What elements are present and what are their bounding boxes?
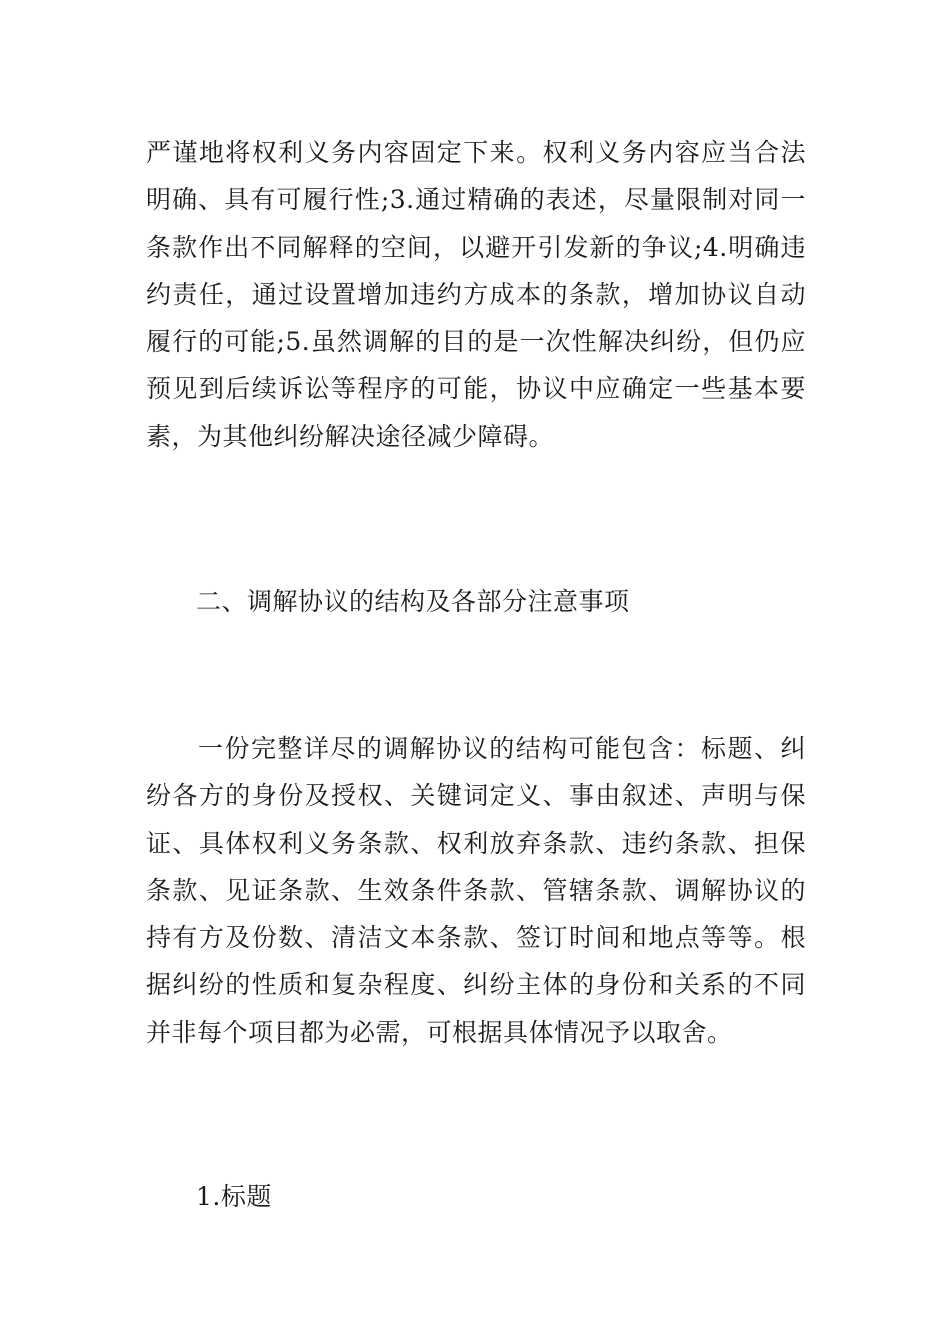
section-heading: 二、调解协议的结构及各部分注意事项 xyxy=(196,587,630,616)
section-paragraph: 一份完整详尽的调解协议的结构可能包含：标题、纠纷各方的身份及授权、关键词定义、事由叙述、声明与保证、具体权利义务条款、权利放弃条款、违约条款、担保条款、见证条款、生效条件条款、管辖条款、调解协议的持有方及份数、清洁文本条款、签订时间和地点等等。根据纠纷的性质和复杂程度、纠纷主体的身份和关系的不同并非每个项目都为必需，可根据具体情况予以取舍。 xyxy=(146,734,806,1047)
subheading-title: 1.标题 xyxy=(196,1182,272,1211)
paragraph-continuation: 严谨地将权利义务内容固定下来。权利义务内容应当合法明确、具有可履行性;3.通过精确的表述，尽量限制对同一条款作出不同解释的空间，以避开引发新的争议;4.明确违约责任，通过设置增加违约方成本的条款，增加协议自动履行的可能;5.虽然调解的目的是一次性解决纠纷，但仍应预见到后续诉讼等程序的可能，协议中应确定一些基本要素，为其他纠纷解决途径减少障碍。 xyxy=(146,138,806,451)
